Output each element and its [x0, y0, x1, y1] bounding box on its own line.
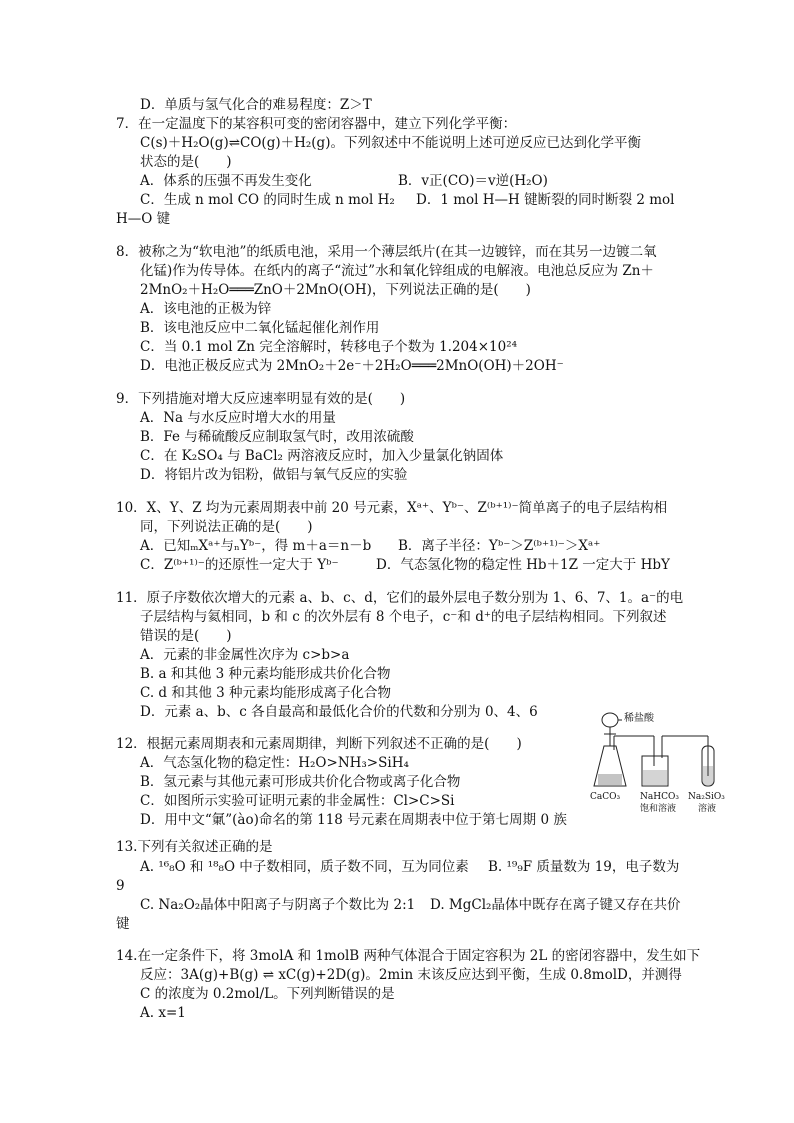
q9-option-b: B．Fe 与稀硫酸反应制取氢气时，改用浓硫酸 [140, 429, 414, 445]
q14-stem-3: C 的浓度为 0.2mol/L。下列判断错误的是 [140, 986, 395, 1002]
q13-option-b: B. ¹⁹₉F 质量数为 19，电子数为 [488, 859, 680, 875]
q7-option-a: A．体系的压强不再发生变化 [140, 173, 312, 189]
q12-option-c: C．如图所示实验可证明元素的非金属性：Cl>C>Si [140, 793, 455, 809]
q13-option-b-cont: 9 [116, 878, 125, 894]
q7-stem-end: 状态的是( ) [140, 154, 232, 170]
q10-option-b: B．离子半径：Yᵇ⁻＞Z⁽ᵇ⁺¹⁾⁻＞Xᵃ⁺ [398, 538, 601, 554]
q10-option-d: D．气态氢化物的稳定性 Hb＋1Z 一定大于 HbY [376, 557, 670, 573]
q7-option-d-cont: H—O 键 [116, 211, 171, 227]
q11-stem-2: 子层结构与氦相同，b 和 c 的次外层有 8 个电子，c⁻和 d⁺的电子层结构相同。下列叙述 [140, 609, 667, 625]
q8-option-b: B．该电池反应中二氧化锰起催化剂作用 [140, 320, 380, 336]
q10-option-c: C．Z⁽ᵇ⁺¹⁾⁻的还原性一定大于 Yᵇ⁻ [140, 557, 339, 573]
q10-stem-2: 同，下列说法正确的是( ) [140, 519, 313, 535]
q13-option-d-cont: 键 [116, 916, 130, 932]
q13-stem: 13.下列有关叙述正确的是 [116, 839, 273, 855]
q7-option-b: B．v正(CO)＝v逆(H₂O) [398, 173, 548, 189]
q9-option-d: D．将铝片改为铝粉，做铝与氧气反应的实验 [140, 467, 408, 483]
q14-stem: 14.在一定条件下，将 3molA 和 1molB 两种气体混合于固定容积为 2L 的密闭容器中，发生如下 [116, 948, 701, 964]
q12-option-d: D．用中文“氭”(ào)命名的第 118 号元素在周期表中位于第七周期 0 族 [140, 812, 567, 828]
q11-option-c: C. d 和其他 3 种元素均能形成离子化合物 [140, 685, 392, 701]
q11-stem: 11．原子序数依次增大的元素 a、b、c、d，它们的最外层电子数分别为 1、6、7、1。a⁻的电 [116, 590, 684, 606]
q9-option-c: C．在 K₂SO₄ 与 BaCl₂ 两溶液反应时，加入少量氯化钠固体 [140, 448, 504, 464]
label-caco3: CaCO₃ [590, 792, 621, 802]
q10-option-a: A．已知ₘXᵃ⁺与ₙYᵇ⁻，得 m＋a＝n－b [140, 538, 372, 554]
label-hcl: 稀盐酸 [624, 713, 654, 724]
q8-stem-3: 2MnO₂＋H₂O═══ZnO＋2MnO(OH)，下列说法正确的是( ) [140, 282, 531, 298]
q12-option-a: A．气态氢化物的稳定性：H₂O>NH₃>SiH₄ [140, 755, 409, 771]
q13-option-c: C. Na₂O₂晶体中阳离子与阴离子个数比为 2:1 [140, 897, 416, 913]
q8-option-a: A．该电池的正极为锌 [140, 301, 272, 317]
q7-stem: 7．在一定温度下的某容积可变的密闭容器中，建立下列化学平衡： [116, 116, 517, 132]
q8-stem-2: 化锰)作为传导体。在纸内的离子“流过”水和氧化锌组成的电解液。电池总反应为 Zn＋ [140, 263, 654, 279]
q13-option-d: D. MgCl₂晶体中既存在离子键又存在共价 [430, 897, 681, 913]
label-nahco3: NaHCO₃ [640, 792, 679, 802]
q8-option-c: C．当 0.1 mol Zn 完全溶解时，转移电子个数为 1.204×10²⁴ [140, 339, 518, 355]
q8-option-d: D．电池正极反应式为 2MnO₂＋2e⁻＋2H₂O═══2MnO(OH)＋2OH⁻ [140, 358, 564, 374]
experiment-apparatus-figure [588, 706, 736, 816]
q7-option-c: C．生成 n mol CO 的同时生成 n mol H₂ [140, 192, 395, 208]
q7-option-d: D．1 mol H—H 键断裂的同时断裂 2 mol [416, 192, 675, 208]
q14-stem-2: 反应：3A(g)+B(g) ⇌ xC(g)+2D(g)。2min 末该反应达到平衡，生成 0.8molD，并测得 [140, 967, 682, 983]
q9-option-a: A．Na 与水反应时增大水的用量 [140, 410, 336, 426]
label-saturated-solution: 饱和溶液 [640, 804, 677, 814]
separatory-funnel [602, 713, 618, 727]
q10-stem: 10．X、Y、Z 均为元素周期表中前 20 号元素，Xᵃ⁺、Yᵇ⁻、Z⁽ᵇ⁺¹⁾⁻简单离子的电子层结构相 [116, 500, 668, 516]
q8-stem: 8．被称之为“软电池”的纸质电池，采用一个薄层纸片(在其一边镀锌，而在其另一边镀二氧 [116, 244, 657, 260]
q7-equation: C(s)＋H₂O(g)⇌CO(g)＋H₂(g)。下列叙述中不能说明上述可逆反应已达到化学平衡 [140, 135, 641, 151]
q11-option-b: B. a 和其他 3 种元素均能形成共价化合物 [140, 666, 391, 682]
q12-option-b: B．氢元素与其他元素可形成共价化合物或离子化合物 [140, 774, 461, 790]
q14-option-a: A. x=1 [140, 1005, 186, 1021]
q13-option-a: A. ¹⁶₈O 和 ¹⁸₈O 中子数相同，质子数不同，互为同位素 [140, 859, 469, 875]
q6-option-d: D．单质与氢气化合的难易程度：Z＞T [140, 97, 372, 113]
q11-option-a: A．元素的非金属性次序为 c>b>a [140, 647, 350, 663]
q12-stem: 12．根据元素周期表和元素周期律，判断下列叙述不正确的是( ) [116, 736, 522, 752]
q9-stem: 9．下列措施对增大反应速率明显有效的是( ) [116, 391, 406, 407]
q11-option-d: D．元素 a、b、c 各自最高和最低化合价的代数和分别为 0、4、6 [140, 704, 538, 720]
label-na2sio3: Na₂SiO₃ [688, 792, 725, 802]
q11-stem-3: 错误的是( ) [140, 628, 232, 644]
label-solution: 溶液 [698, 804, 717, 814]
